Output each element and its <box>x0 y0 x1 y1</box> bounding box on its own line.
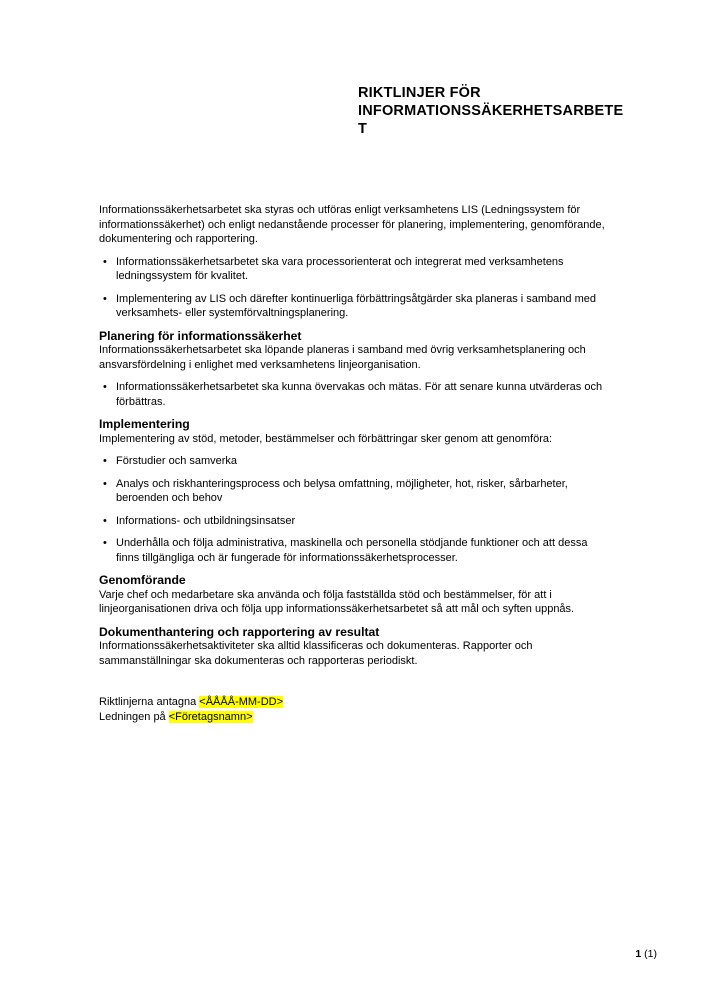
list-item <box>99 477 609 506</box>
bullet-icon: • <box>103 455 107 467</box>
bullet-icon: • <box>103 381 107 393</box>
title-line-2: INFORMATIONSSÄKERHETSARBETE <box>358 103 624 119</box>
signoff-block <box>99 695 609 724</box>
title-line-3: T <box>358 121 368 137</box>
page-number-current: 1 <box>635 948 642 960</box>
section-heading-planering: Planering för informationssäkerhet <box>99 328 302 343</box>
document-title <box>358 84 628 138</box>
list-item <box>99 292 609 321</box>
bullet-icon: • <box>103 537 107 549</box>
list-item-text: Informations- och utbildningsinsatser <box>116 514 296 527</box>
title-line-1: RIKTLINJER FÖR <box>358 85 481 101</box>
list-item <box>99 255 609 284</box>
adoption-date-placeholder: <ÅÅÅÅ-MM-DD> <box>199 696 284 708</box>
document-body <box>99 203 609 724</box>
list-item <box>99 380 609 409</box>
page-number-total: (1) <box>641 948 657 960</box>
list-item-text: Analys och riskhanteringsprocess och belysa omfattning, möjligheter, hot, risker, sårbarheter, beroenden och behov <box>116 477 568 504</box>
list-item-text: Underhålla och följa administrativa, maskinella och personella stödjande funktioner och att dessa finns tillgängliga och är fungerade för informationssäkerhetsprocesser. <box>116 537 588 564</box>
page-number <box>635 948 657 960</box>
company-label: Ledningen på <box>99 710 169 723</box>
section-paragraph: Informationssäkerhetsaktiviteter ska alltid klassificeras och dokumenteras. Rapporter och sammanställningar ska dokumenteras och rapporteras periodiskt. <box>99 640 533 667</box>
list-item <box>99 454 609 469</box>
section-heading-genomforande: Genomförande <box>99 573 186 587</box>
section-paragraph: Varje chef och medarbetare ska använda och följa fastställda stöd och bestämmelser, för att i linjeorganisationen driva och följa upp informationssäkerhetsarbetet så att mål och syften uppnås. <box>99 588 575 615</box>
adoption-date-label: Riktlinjerna antagna <box>99 696 200 708</box>
section-paragraph: Informationssäkerhetsarbetet ska löpande planeras i samband med övrig verksamhetsplanering och ansvarsfördelning i enlighet med verksamhetens linjeorganisation. <box>99 344 586 371</box>
list-item <box>99 514 609 529</box>
section-heading-implementering: Implementering <box>99 417 190 431</box>
list-item-text: Implementering av LIS och därefter kontinuerliga förbättringsåtgärder ska planeras i samband med verksamhets- eller systemförvaltningsplanering. <box>116 292 596 319</box>
bullet-icon: • <box>103 477 107 490</box>
company-name-placeholder: <Företagsnamn> <box>168 710 253 723</box>
list-item-text: Informationssäkerhetsarbetet ska vara processorienterat och integrerat med verksamhetens ledningssystem för kvalitet. <box>116 255 564 282</box>
section-heading-dokumenthantering: Dokumenthantering och rapportering av resultat <box>99 624 380 639</box>
bullet-icon: • <box>103 514 107 527</box>
bullet-icon: • <box>103 255 107 268</box>
list-item-text: Förstudier och samverka <box>116 455 238 467</box>
adoption-date-line <box>99 695 609 710</box>
intro-paragraph: Informationssäkerhetsarbetet ska styras och utföras enligt verksamhetens LIS (Ledningssystem för informationssäkerhet) och enligt nedanstående processer för planering, implementering, genomförande, dokumentering och rapportering. <box>99 204 605 245</box>
company-line <box>99 710 609 725</box>
list-item-text: Informationssäkerhetsarbetet ska kunna övervakas och mätas. För att senare kunna utvärderas och förbättras. <box>116 381 603 408</box>
section-paragraph: Implementering av stöd, metoder, bestämmelser och förbättringar sker genom att genomföra: <box>99 432 553 445</box>
list-item <box>99 536 609 565</box>
bullet-icon: • <box>103 292 107 305</box>
